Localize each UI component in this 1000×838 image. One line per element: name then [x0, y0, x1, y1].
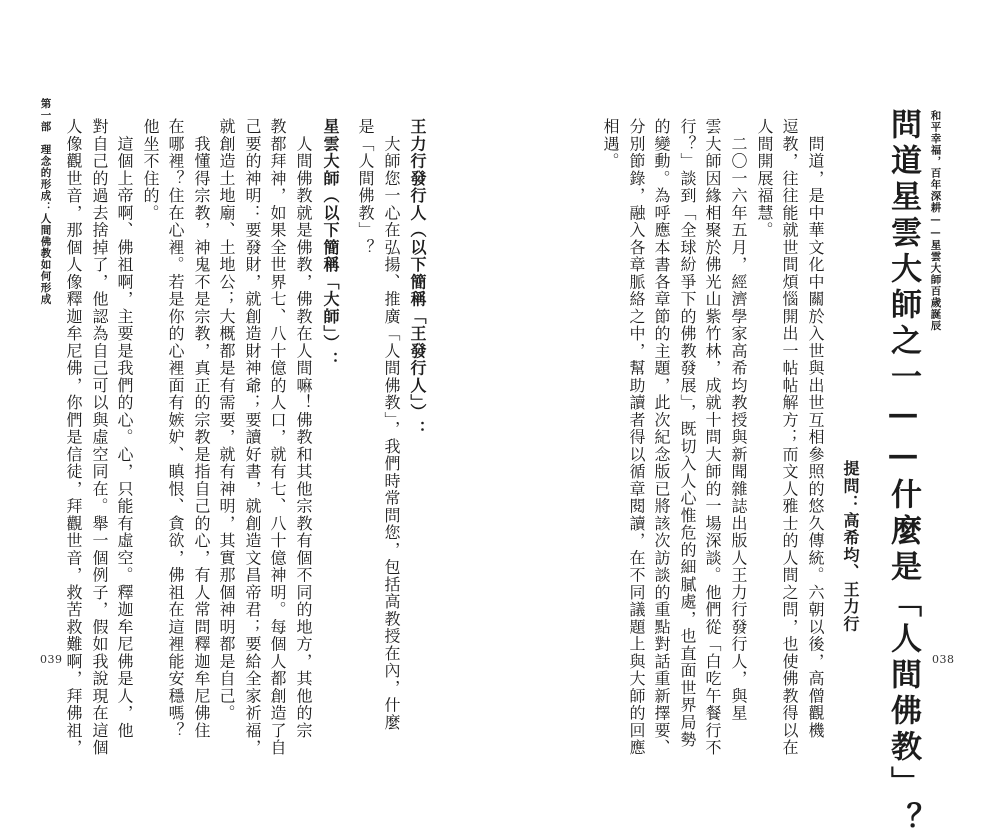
right-line-7: 的變動。為呼應本書各章節的主題，此次紀念版已將該次訪談的重點對話重新擇要、 — [652, 118, 671, 757]
right-line-6: 行？」談到「全球紛爭下的佛教發展」，既切入人心惟危的細膩處，也直面世界局勢 — [678, 118, 697, 749]
left-line-8: 就創造土地廟、土地公；大概都是有需要，就有神明，其實那個神明都是自己。 — [217, 118, 236, 722]
right-line-5: 雲大師因緣相聚於佛光山紫竹林，成就十問大師的一場深談。他們從「白吃午餐行不 — [703, 118, 722, 757]
left-running-head: 第一部 理念的形成：人間佛教如何形成 — [39, 98, 52, 305]
right-line-4: 二〇一六年五月，經濟學家高希均教授與新聞雜誌出版人王力行發行人，與星 — [729, 118, 748, 722]
right-line-2: 逗教，往往能就世間煩惱開出一帖帖解方；而文人雅士的人間之問，也使佛教得以在 — [780, 118, 799, 757]
left-line-5: 人間佛教就是佛教，佛教在人間嘛！佛教和其他宗教有個不同的地方，其他的宗 — [294, 118, 313, 739]
right-line-8: 分別節錄，融入各章脈絡之中，幫助讀者得以循章閱讀，在不同議題上與大師的回應 — [627, 118, 646, 757]
left-line-13: 對自己的過去捨掉了，他認為自己可以與虛空同在。舉一個例子，假如我說現在這個 — [90, 118, 109, 757]
left-line-4: 星雲大師（以下簡稱「大師」）： — [321, 118, 340, 369]
left-page-number: 039 — [40, 653, 63, 666]
left-page — [0, 0, 500, 757]
left-line-3: 是「人間佛教」？ — [356, 118, 375, 256]
left-line-7: 己要的神明：要發財，就創造財神爺；要讀好書，就創造文昌帝君；要給全家祈福， — [243, 118, 262, 757]
right-running-head: 和平幸福，百年深耕——星雲大師百歲誕辰 — [929, 110, 942, 332]
right-page-number: 038 — [932, 653, 955, 666]
left-line-12: 這個上帝啊、佛祖啊，主要是我們的心。心，只能有虛空。釋迦牟尼佛是人，他 — [115, 118, 134, 739]
left-line-6: 教都拜神，如果全世界七、八十億的人口，就有七、八十億神明。每個人都創造了自 — [268, 118, 287, 757]
right-page — [500, 0, 1000, 838]
left-line-1: 王力行發行人（以下簡稱「王發行人」）： — [408, 118, 427, 438]
left-line-9: 我懂得宗教，神鬼不是宗教，真正的宗教是指自己的心，有人常問釋迦牟尼佛住 — [192, 118, 211, 739]
left-line-14: 人像觀世音，那個人像釋迦牟尼佛，你們是信徒，拜觀世音，救苦救難啊，拜佛祖， — [64, 118, 83, 757]
left-line-2: 大師您一心在弘揚、推廣「人間佛教」，我們時常問您，包括高教授在內，什麼 — [382, 118, 401, 731]
byline: 提問：高希均、王力行 — [841, 460, 860, 633]
left-line-11: 他坐不住的。 — [141, 118, 160, 222]
left-line-10: 在哪裡？住在心裡。若是你的心裡面有嫉妒、瞋恨、貪欲，佛祖在這裡能安穩嗎？ — [166, 118, 185, 739]
chapter-title: 問道星雲大師之一——什麼是「人間佛教」？ — [885, 108, 921, 838]
right-line-1: 問道，是中華文化中關於入世與出世互相參照的悠久傳統。六朝以後，高僧觀機 — [806, 118, 825, 739]
right-line-3: 人間開展福慧。 — [755, 118, 774, 239]
right-line-9: 相遇。 — [601, 118, 620, 170]
